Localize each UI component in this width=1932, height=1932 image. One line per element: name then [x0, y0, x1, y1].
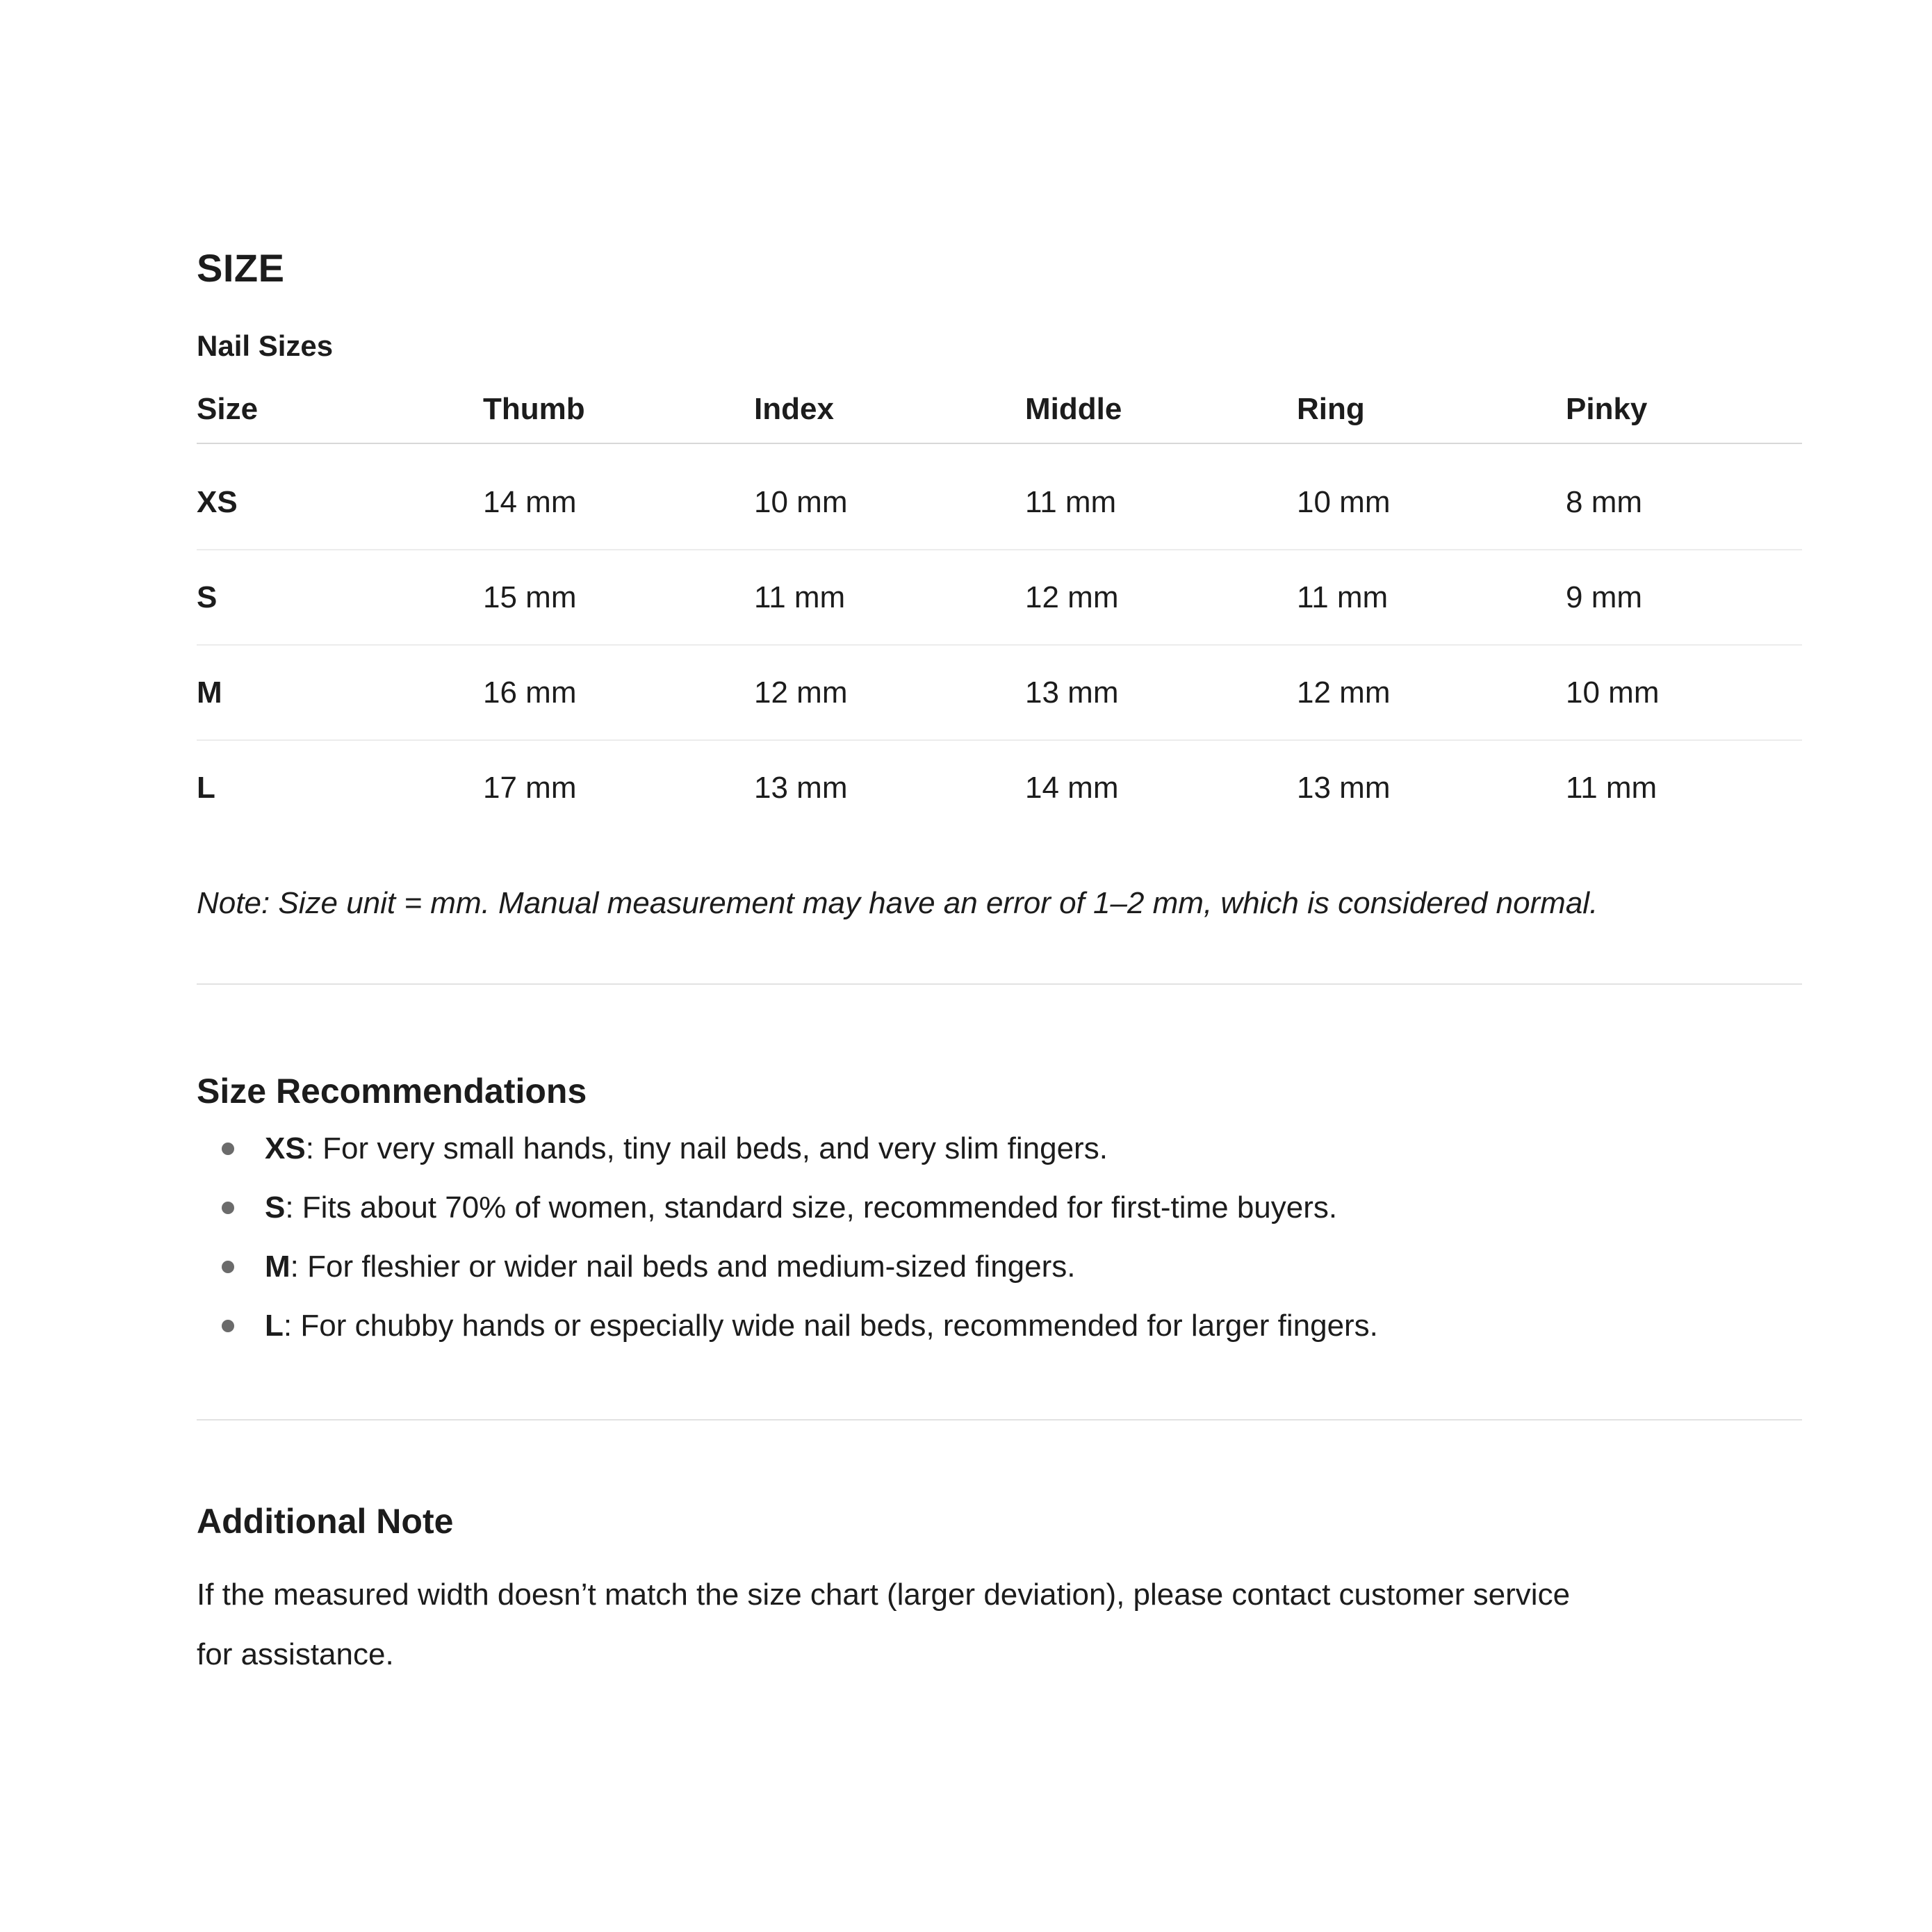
note-line: If the measured width doesn’t match the size chart (larger deviation), please contact customer service — [197, 1578, 1571, 1612]
item-label: XS — [265, 1131, 306, 1165]
divider — [197, 1419, 1802, 1421]
cell-value: 14 mm — [483, 443, 754, 550]
item-label: M — [265, 1250, 290, 1284]
cell-value: 10 mm — [754, 443, 1025, 550]
column-header-middle: Middle — [1025, 376, 1297, 443]
column-header-index: Index — [754, 376, 1025, 443]
list-item — [265, 1190, 1802, 1226]
column-header-size: Size — [197, 376, 483, 443]
bullet-icon — [222, 1261, 234, 1273]
cell-value: 12 mm — [1025, 550, 1297, 645]
page-title: SIZE — [197, 246, 285, 290]
additional-note-heading: Additional Note — [197, 1502, 454, 1541]
cell-value: 15 mm — [483, 550, 754, 645]
list-item — [265, 1249, 1802, 1285]
cell-value: 10 mm — [1566, 645, 1802, 740]
item-text: : For chubby hands or especially wide nail beds, recommended for larger fingers. — [283, 1309, 1378, 1343]
divider — [197, 983, 1802, 985]
cell-value: 10 mm — [1297, 443, 1566, 550]
nail-sizes-heading: Nail Sizes — [197, 329, 334, 362]
size-label: S — [197, 550, 483, 645]
cell-value: 12 mm — [1297, 645, 1566, 740]
item-label: S — [265, 1190, 286, 1225]
table-row — [197, 550, 1802, 645]
cell-value: 17 mm — [483, 770, 577, 805]
additional-note-text — [197, 1565, 1802, 1685]
table-row — [197, 740, 1802, 835]
size-recommendations-heading: Size Recommendations — [197, 1072, 587, 1111]
cell-value: 9 mm — [1566, 550, 1802, 645]
item-label: L — [265, 1309, 284, 1343]
size-recommendations-list — [197, 1131, 1802, 1344]
bullet-icon — [222, 1202, 234, 1214]
cell-value: 11 mm — [1025, 443, 1297, 550]
cell-value: 13 mm — [1025, 645, 1297, 740]
bullet-icon — [222, 1143, 234, 1155]
bullet-icon — [222, 1320, 234, 1332]
measurement-note: Note: Size unit = mm. Manual measurement may have an error of 1–2 mm, which is considered normal. — [197, 886, 1598, 920]
cell-value: 11 mm — [1566, 770, 1657, 805]
cell-value: 11 mm — [1297, 550, 1566, 645]
cell-value: 12 mm — [754, 645, 1025, 740]
column-header-pinky: Pinky — [1566, 376, 1802, 443]
cell-value: 13 mm — [754, 770, 848, 805]
table-row — [197, 645, 1802, 740]
item-text: : For fleshier or wider nail beds and medium-sized fingers. — [290, 1250, 1076, 1284]
cell-value: 11 mm — [754, 550, 1025, 645]
nail-sizes-table — [197, 376, 1802, 835]
size-label: M — [197, 645, 483, 740]
item-text: : For very small hands, tiny nail beds, and very slim fingers. — [305, 1131, 1108, 1165]
cell-value: 16 mm — [483, 645, 754, 740]
table-header-row — [197, 376, 1802, 443]
item-text: : Fits about 70% of women, standard size, recommended for first-time buyers. — [285, 1190, 1338, 1225]
list-item — [265, 1308, 1802, 1344]
column-header-ring: Ring — [1297, 376, 1566, 443]
column-header-thumb: Thumb — [483, 376, 754, 443]
size-label: XS — [197, 443, 483, 550]
size-label: L — [197, 770, 215, 805]
cell-value: 13 mm — [1297, 770, 1391, 805]
list-item — [265, 1131, 1802, 1167]
cell-value: 14 mm — [1025, 770, 1119, 805]
note-line: for assistance. — [197, 1637, 394, 1671]
cell-value: 8 mm — [1566, 443, 1802, 550]
size-chart-document — [197, 246, 1802, 1685]
table-row — [197, 443, 1802, 550]
